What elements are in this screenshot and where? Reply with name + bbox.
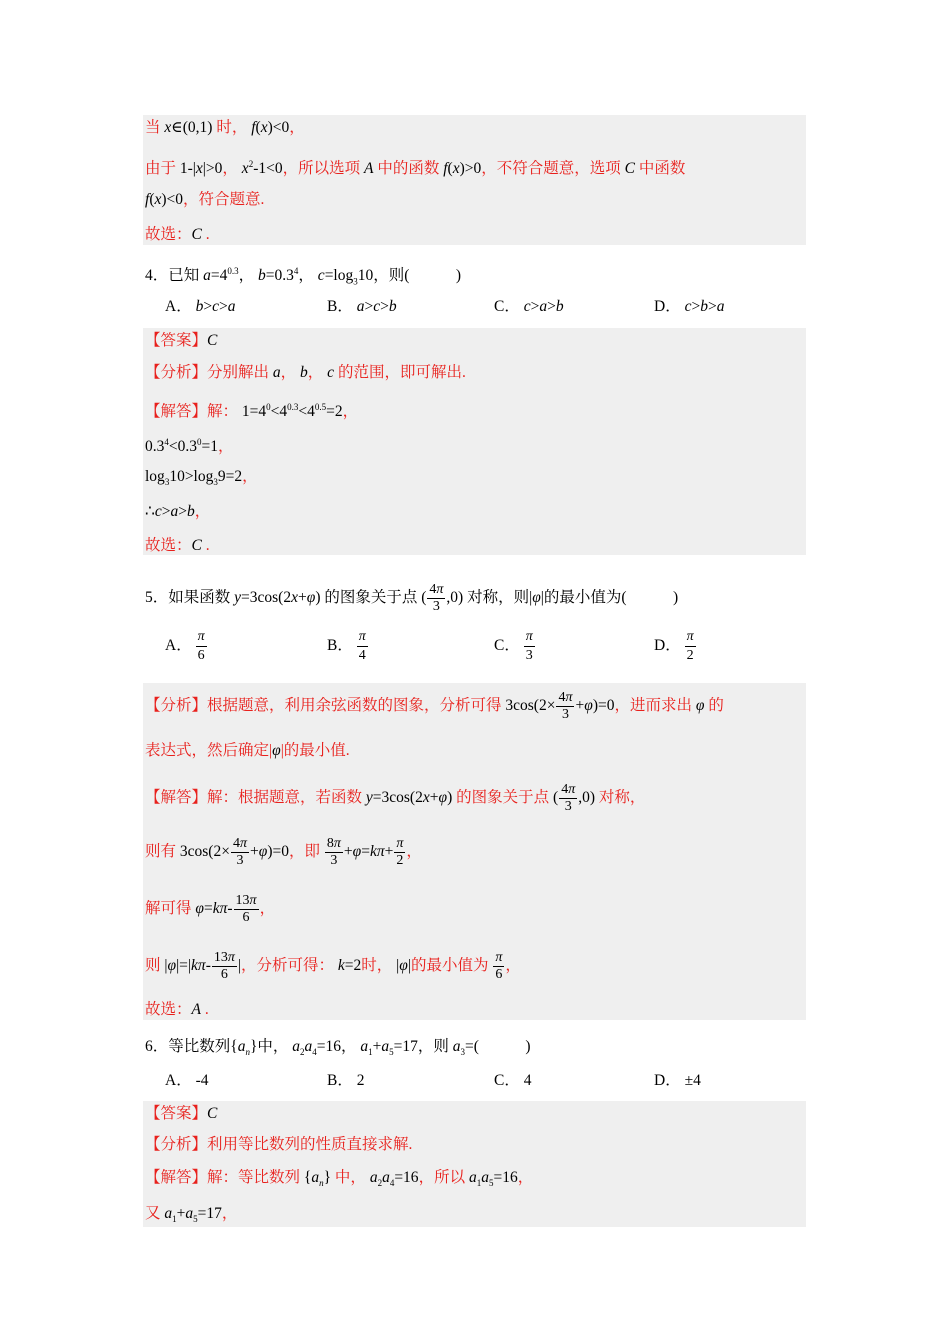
q4-analysis: 【分析】分别解出 a， b， c 的范围，即可解出. <box>145 364 466 381</box>
q6-option-c: C． 4 <box>494 1072 532 1089</box>
q5-analysis-line-2: 表达式，然后确定|φ|的最小值. <box>145 742 350 759</box>
q6-option-d: D． ±4 <box>654 1072 701 1089</box>
q4-answer: 【答案】C <box>145 332 218 349</box>
q5-option-b: B． $\frac{\pi}{4}$ <box>327 628 366 663</box>
q4-step-3: $\log_310>\log_39=2$， <box>145 468 258 488</box>
q3-solution-line-1: 当 x∈(0,1) 时， f(x)<0， <box>145 119 305 136</box>
q3-final-answer: 故选：C . <box>145 226 210 243</box>
q4-step-2: $0.3^4<0.3^0=1$， <box>145 437 234 456</box>
q4-option-d: D． c>b>a <box>654 298 725 315</box>
q4-final-answer: 故选：C . <box>145 537 210 554</box>
q5-final-answer: 故选：A . <box>145 1001 209 1018</box>
q5-solution-line-3: 解可得 φ=kπ- $\frac{13\pi}{6}$ ， <box>145 892 276 925</box>
q5-option-a: A． $\frac{\pi}{6}$ <box>165 628 205 663</box>
q4-stem: 4．已知 $a=4^{0.3}$， $b=0.3^4$， $c=\log_310$，则( ) <box>145 266 462 287</box>
q4-option-c: C． c>a>b <box>494 298 564 315</box>
q5-option-d: D． $\frac{\pi}{2}$ <box>654 628 694 663</box>
q5-solution-line-1: 【解答】解：根据题意，若函数 y=3cos(2x+φ) 的图象关于点 ( $\frac{4\pi}{3}$ ,0) 对称， <box>145 781 646 814</box>
q5-analysis-line-1: 【分析】根据题意，利用余弦函数的图象，分析可得 3cos(2× $\frac{4\pi}{3}$ +φ)=0，进而求出 φ 的 <box>145 689 724 722</box>
q5-stem: 5．如果函数 y=3cos(2x+φ) 的图象关于点 ( $\frac{4\pi}{3}$ ,0) 对称，则|φ|的最小值为( ) <box>145 581 679 614</box>
q5-option-c: C． $\frac{\pi}{3}$ <box>494 628 533 663</box>
q5-solution-line-4: 则 |φ|=|kπ- $\frac{13\pi}{6}$ |，分析可得： k=2时， |φ|的最小值为 $\frac{\pi}{6}$ ， <box>145 949 521 982</box>
q6-option-a: A． -4 <box>165 1072 209 1089</box>
q4-option-a: A． b>c>a <box>165 298 236 315</box>
q6-step-2: 又 $a_1+a_5=17$， <box>145 1205 238 1225</box>
q3-solution-line-2: 由于 1-|x|>0， $x^2-1<0$，所以选项 A 中的函数 f(x)>0，不符合题意，选项 C 中函数 <box>145 159 686 178</box>
q4-step-4: ∴c>a>b， <box>145 503 211 520</box>
q4-solution: 【解答】解： $1=4^0<4^{0.3}<4^{0.5}=2$， <box>145 402 359 421</box>
q4-option-b: B． a>c>b <box>327 298 397 315</box>
q6-answer: 【答案】C <box>145 1105 218 1122</box>
q3-solution-line-3: f(x)<0，符合题意. <box>145 191 265 208</box>
q5-solution-line-2: 则有 3cos(2× $\frac{4\pi}{3}$ +φ)=0，即 $\frac{8\pi}{3}$ +φ=kπ+ $\frac{\pi}{2}$ ， <box>145 835 422 868</box>
solution-box-q6 <box>143 1101 806 1227</box>
q6-stem: 6．等比数列$\{a_n\}$中， $a_2a_4=16$， $a_1+a_5=17$，则 $a_3=$( ) <box>145 1038 531 1058</box>
q6-analysis: 【分析】利用等比数列的性质直接求解. <box>145 1136 413 1153</box>
q6-option-b: B． 2 <box>327 1072 365 1089</box>
q6-solution: 【解答】解：等比数列 $\{a_n\}$ 中， $a_2a_4=16$，所以 $a_1a_5=16$， <box>145 1169 534 1189</box>
